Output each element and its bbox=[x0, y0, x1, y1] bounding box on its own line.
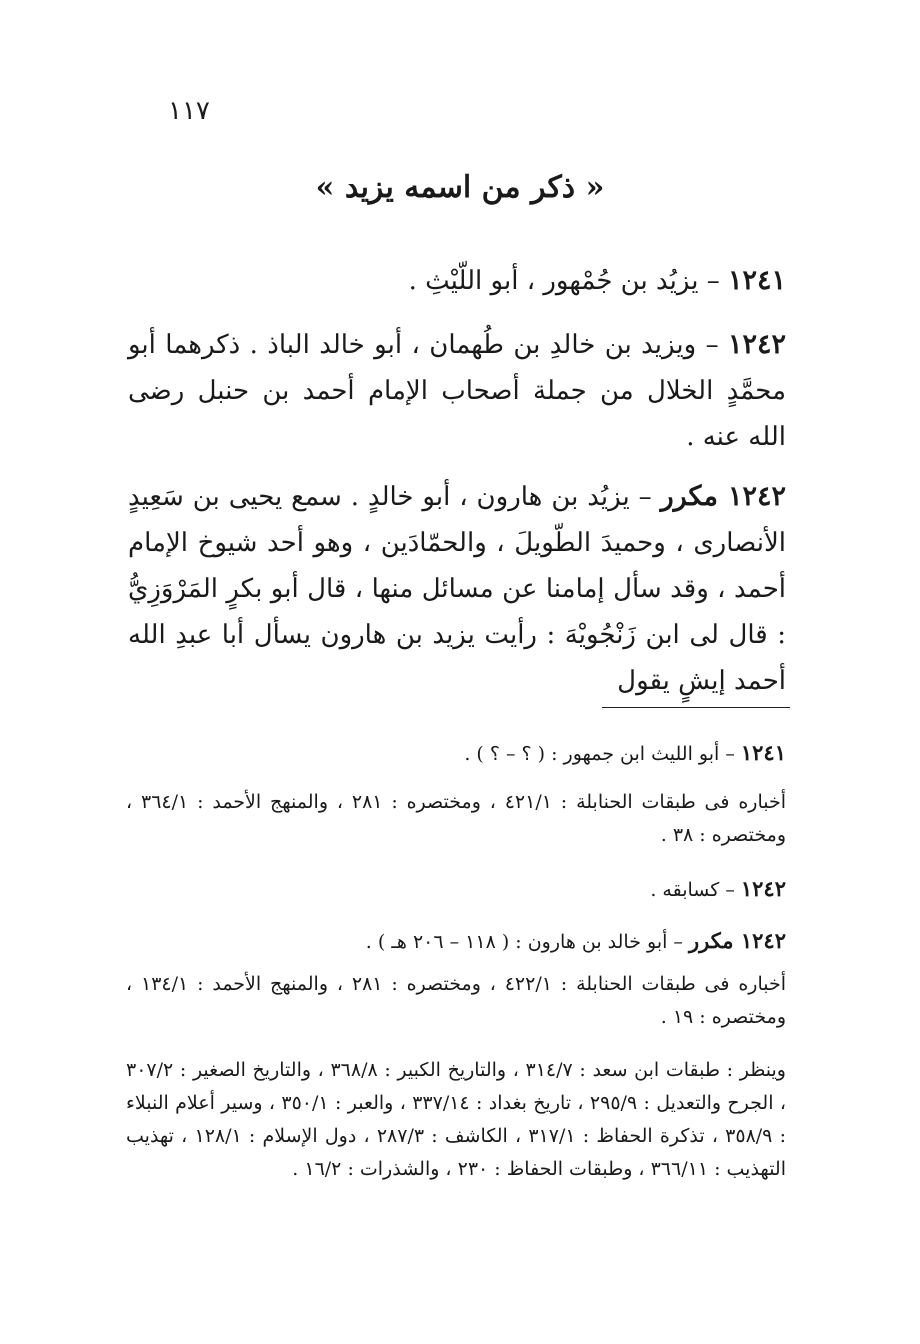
entry-1242 bbox=[128, 322, 786, 460]
chapter-title: « ذكر من اسمه يزيد » bbox=[315, 170, 605, 205]
footnote-1241-sources: أخباره فى طبقات الحنابلة : ٤٢١/١ ، ومختصره : ٢٨١ ، والمنهج الأحمد : ٣٦٤/١ ، ومختصره : ٣٨ . bbox=[126, 791, 786, 846]
footnote-heading-text: – أبو خالد بن هارون : ( ١١٨ – ٢٠٦ هـ ) . bbox=[365, 931, 689, 953]
entry-1242-repeat bbox=[128, 474, 786, 704]
footnote-heading-text: – أبو الليث ابن جمهور : ( ؟ – ؟ ) . bbox=[464, 743, 741, 765]
entry-text: – يزيُد بن هارون ، أبو خالدٍ . سمع يحيى بن سَعِيدٍ الأنصارى ، وحميدَ الطّويلَ ، والحمّادَين ، وهو أحد شيوخ الإمام أحمد ، وقد سأل إمامنا عن مسائل منها ، قال أبو بكرٍ المَرْوَزِيُّ : قال لى ابن زَنْجُويْهَ : رأيت يزيد بن هارون يسأل أبا عبدِ الله أحمد إيشٍ يقول bbox=[128, 482, 786, 696]
entry-text: – ويزيد بن خالدِ بن طُهمان ، أبو خالد الباذ . ذكرهما أبو محمَّدٍ الخلال من جملة أصحاب الإمام أحمد بن حنبل رضى الله عنه . bbox=[128, 330, 786, 452]
footnote-1242-repeat-heading bbox=[126, 924, 786, 959]
entry-text: – يزيُد بن جُمْهور ، أبو اللّيْثِ . bbox=[408, 266, 728, 296]
page-number: ١١٧ bbox=[168, 96, 210, 126]
entry-number: ١٢٤١ bbox=[727, 265, 786, 296]
entry-1241 bbox=[128, 258, 786, 304]
footnote-1241-heading bbox=[126, 736, 786, 771]
entry-number: ١٢٤٢ مكرر bbox=[660, 481, 786, 512]
footnote-1242-repeat-see-also: وينظر : طبقات ابن سعد : ٣١٤/٧ ، والتاريخ الكبير : ٣٦٨/٨ ، والتاريخ الصغير : ٣٠٧/٢ ، الجرح والتعديل : ٢٩٥/٩ ، تاريخ بغداد : ٣٣٧/١٤ ، والعبر : ٣٥٠/١ ، وسير أعلام النبلاء : ٣٥٨/٩ ، تذكرة الحفاظ : ٣١٧/١ ، الكاشف : ٢٨٧/٣ ، دول الإسلام : ١٢٨/١ ، تهذيب التهذيب : ٣٦٦/١١ ، وطبقات الحفاظ : ٢٣٠ ، والشذرات : ١٦/٢ . bbox=[126, 1059, 786, 1180]
footnote-number: ١٢٤٢ bbox=[740, 876, 786, 901]
footnote-heading-text: – كسابقه . bbox=[650, 879, 741, 901]
footnote-number: ١٢٤١ bbox=[740, 740, 786, 765]
footnote-1242-heading bbox=[126, 872, 786, 907]
entry-number: ١٢٤٢ bbox=[727, 329, 786, 360]
footnote-1242-repeat-sources: أخباره فى طبقات الحنابلة : ٤٢٢/١ ، ومختصره : ٢٨١ ، والمنهج الأحمد : ١٣٤/١ ، ومختصره : ١٩ . bbox=[126, 973, 786, 1028]
footnote-divider bbox=[602, 707, 790, 708]
footnote-number: ١٢٤٢ مكرر bbox=[688, 928, 786, 953]
